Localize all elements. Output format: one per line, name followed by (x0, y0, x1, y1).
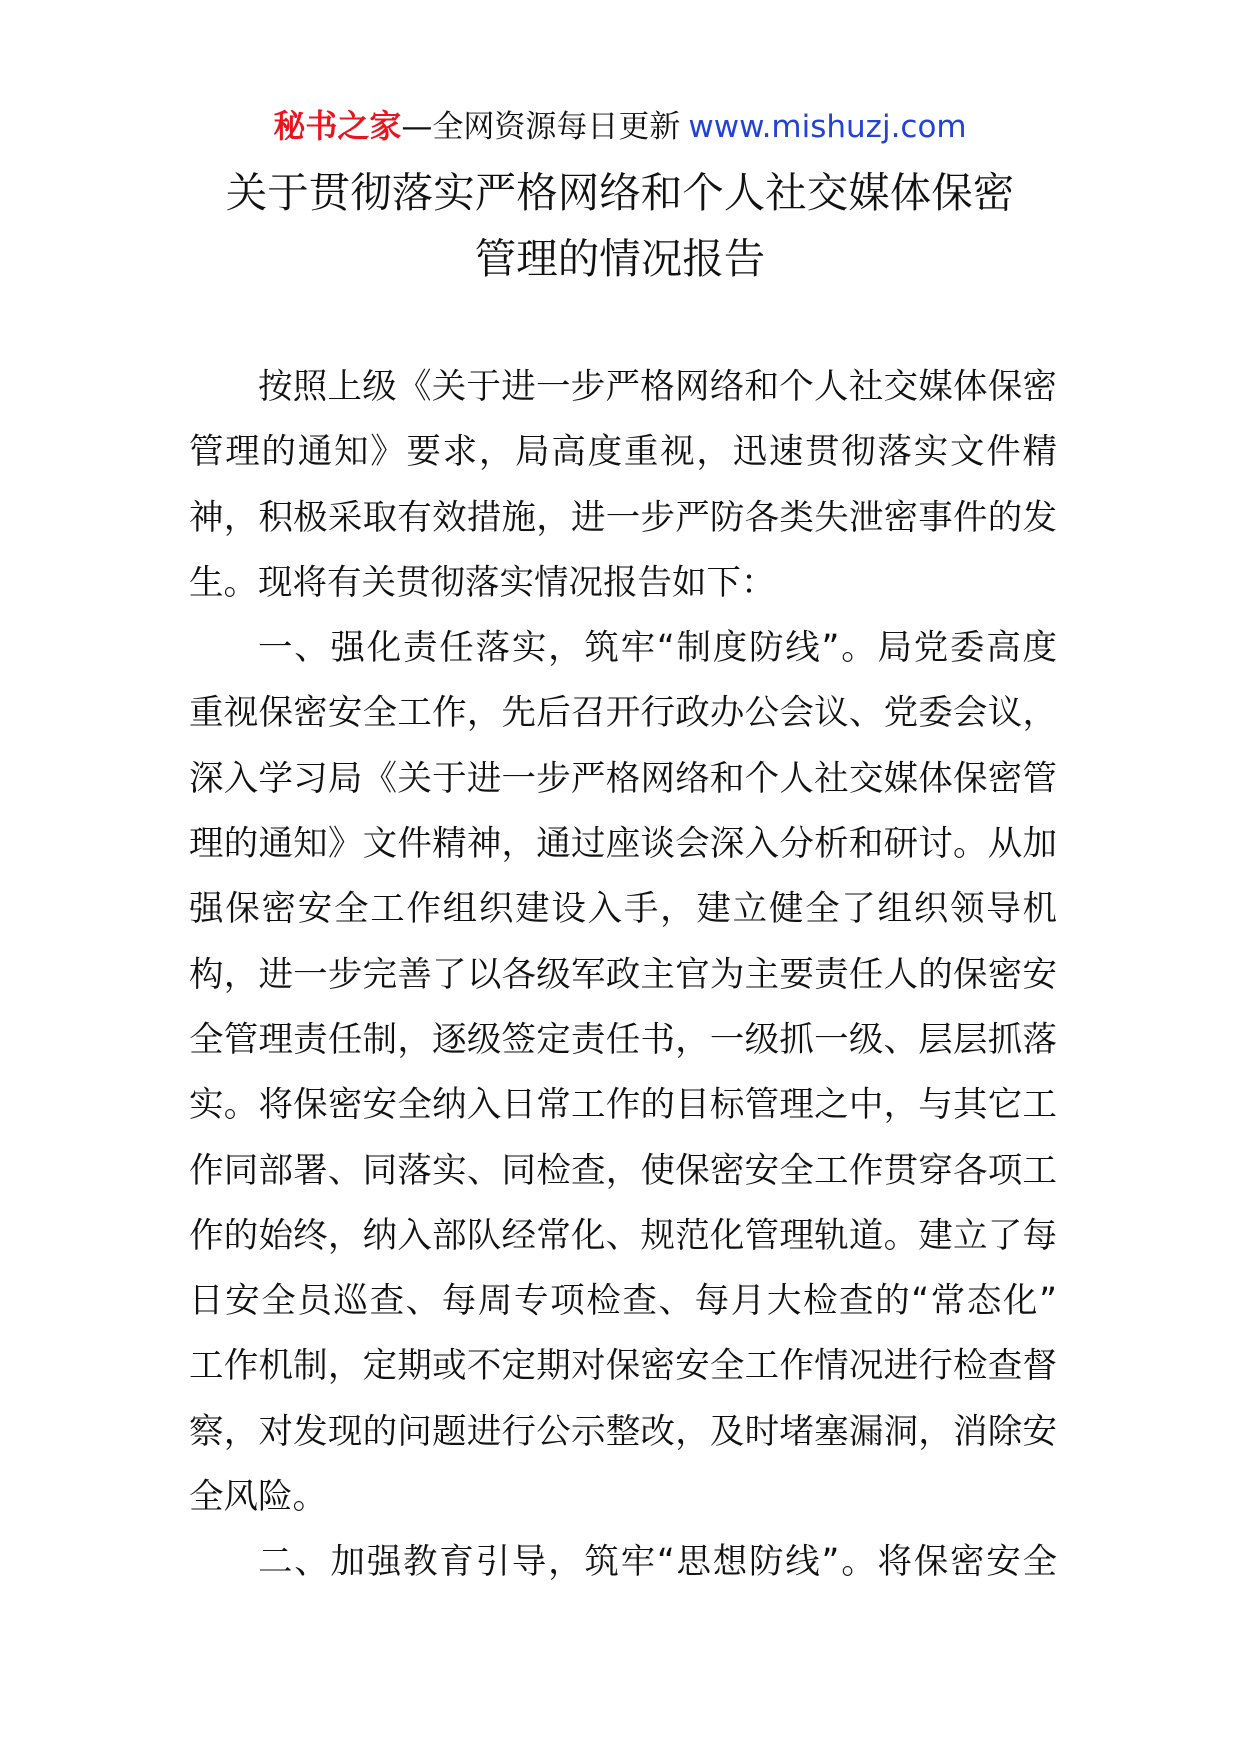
body-line: 强保密安全工作组织建设入手，建立健全了组织领导机 (189, 889, 1057, 930)
body-line: 管理的通知》要求，局高度重视，迅速贯彻落实文件精 (189, 432, 1057, 473)
paragraph-intro (189, 355, 1057, 616)
body-line: 察，对发现的问题进行公示整改，及时堵塞漏洞，消除安 (189, 1411, 1057, 1452)
body-line: 日安全员巡查、每周专项检查、每月大检查的“常态化” (189, 1281, 1057, 1322)
paragraph-section-2 (189, 1530, 1057, 1595)
body-line: 生。现将有关贯彻落实情况报告如下： (189, 562, 776, 603)
body-line: 作的始终，纳入部队经常化、规范化管理轨道。建立了每 (189, 1215, 1057, 1256)
body-line: 全风险。 (189, 1477, 327, 1518)
body-line (189, 1530, 1057, 1595)
body-line: 理的通知》文件精神，通过座谈会深入分析和研讨。从加 (189, 824, 1057, 865)
body-line-text: 局党委高度 (877, 628, 1057, 669)
body-line: 工作机制，定期或不定期对保密安全工作情况进行检查督 (189, 1346, 1057, 1387)
title-line-1: 关于贯彻落实严格网络和个人社交媒体保密 (225, 168, 1015, 217)
section-heading: 二、加强教育引导，筑牢“思想防线”。 (258, 1542, 878, 1583)
body-line-text: 将保密安全 (877, 1542, 1057, 1583)
body-line: 按照上级《关于进一步严格网络和个人社交媒体保密 (258, 367, 1057, 407)
body-line: 全管理责任制，逐级签定责任书，一级抓一级、层层抓落 (189, 1019, 1057, 1060)
doc-title (0, 160, 1240, 292)
site-tagline: —全网资源每日更新 (401, 109, 681, 145)
paragraph-section-1 (189, 616, 1057, 1530)
site-brand: 秘书之家 (273, 107, 402, 145)
site-header (0, 106, 1240, 147)
site-url: www.mishuzj.com (688, 109, 967, 145)
body-line: 构，进一步完善了以各级军政主官为主要责任人的保密安 (189, 954, 1057, 995)
body-line (189, 616, 1057, 681)
body-line: 重视保密安全工作，先后召开行政办公会议、党委会议， (189, 693, 1057, 734)
section-heading: 一、强化责任落实，筑牢“制度防线”。 (258, 628, 878, 669)
body-line: 作同部署、同落实、同检查，使保密安全工作贯穿各项工 (189, 1150, 1057, 1191)
body-line: 神，积极采取有效措施，进一步严防各类失泄密事件的发 (189, 497, 1057, 538)
doc-body (189, 355, 1057, 1596)
title-line-2: 管理的情况报告 (474, 234, 766, 283)
body-line: 深入学习局《关于进一步严格网络和个人社交媒体保密管 (189, 758, 1057, 799)
body-line: 实。将保密安全纳入日常工作的目标管理之中，与其它工 (189, 1085, 1057, 1126)
